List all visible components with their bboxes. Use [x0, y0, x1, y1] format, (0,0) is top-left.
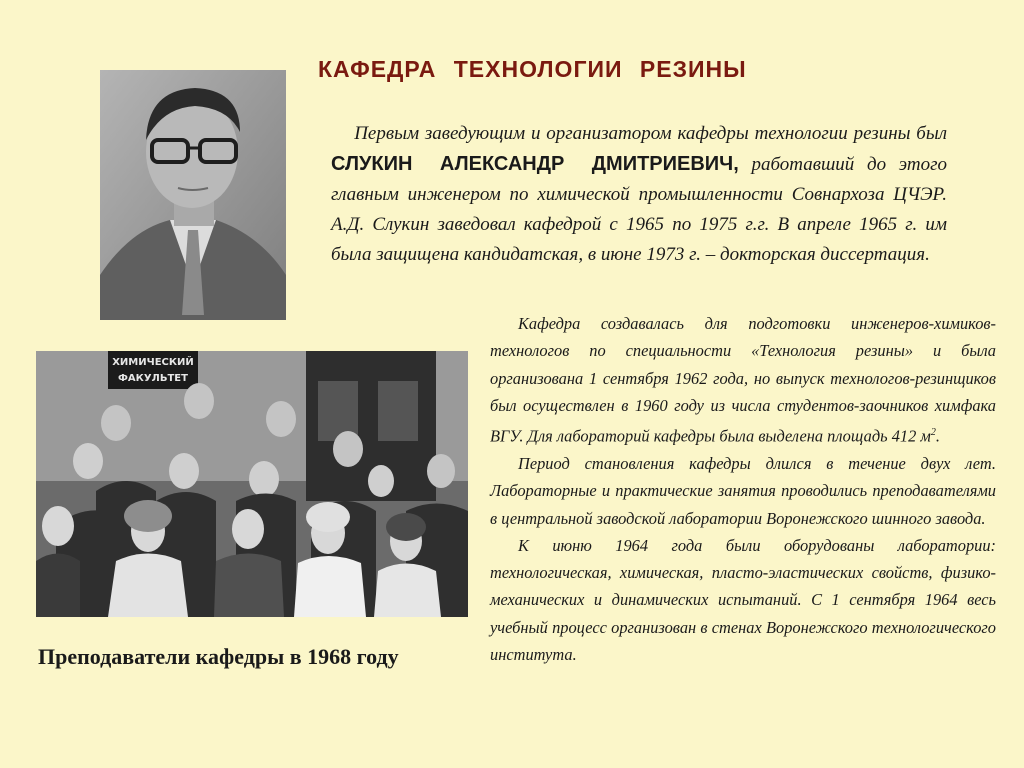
- page-title: КАФЕДРА ТЕХНОЛОГИИ РЕЗИНЫ: [318, 56, 747, 82]
- history-text: [490, 310, 996, 668]
- paragraph-1: [490, 310, 996, 450]
- paragraph-1-end: .: [935, 426, 940, 446]
- sign-line-2: ФАКУЛЬТЕТ: [118, 373, 188, 384]
- intro-text-start: Первым заведующим и организатором кафедры технологии резины был: [354, 123, 947, 144]
- intro-text-end: работавший до этого главным инженером по химической промышленности Совнархоза ЦЧЭР. А.Д. Слукин заведовал кафедрой с 1965 по 1975 г.г. В апреле 1965 г. им была защищена кандидатская, в июне 1973 г. – докторская диссертация.: [331, 154, 947, 265]
- portrait-photo: [100, 70, 286, 320]
- paragraph-2: Период становления кафедры длился в течение двух лет. Лабораторные и практические занятия проводились преподавателями в центральной заводской лаборатории Воронежского шинного завода.: [490, 453, 996, 528]
- person-name: СЛУКИН АЛЕКСАНДР ДМИТРИЕВИЧ,: [331, 153, 739, 175]
- group-photo: [36, 351, 468, 617]
- paragraph-3: К июню 1964 года были оборудованы лаборатории: технологическая, химическая, пласто-эластических свойств, физико-механических и динамических испытаний. С 1 сентября 1964 весь учебный процесс организован в стенах Воронежского технологического института.: [490, 535, 996, 665]
- intro-paragraph: [331, 119, 947, 270]
- area-unit-superscript: 2: [930, 427, 936, 439]
- photo-caption: Преподаватели кафедры в 1968 году: [38, 644, 399, 669]
- sign-line-1: ХИМИЧЕСКИЙ: [112, 357, 194, 368]
- paragraph-1-text: Кафедра создавалась для подготовки инженеров-химиков-технологов по специальности «Технология резины» и была организована 1 сентября 1962 года, но выпуск технологов-резинщиков был осуществлен в 1960 году из числа студентов-заочников химфака ВГУ. Для лабораторий кафедры была выделена площадь 412 м: [490, 314, 996, 446]
